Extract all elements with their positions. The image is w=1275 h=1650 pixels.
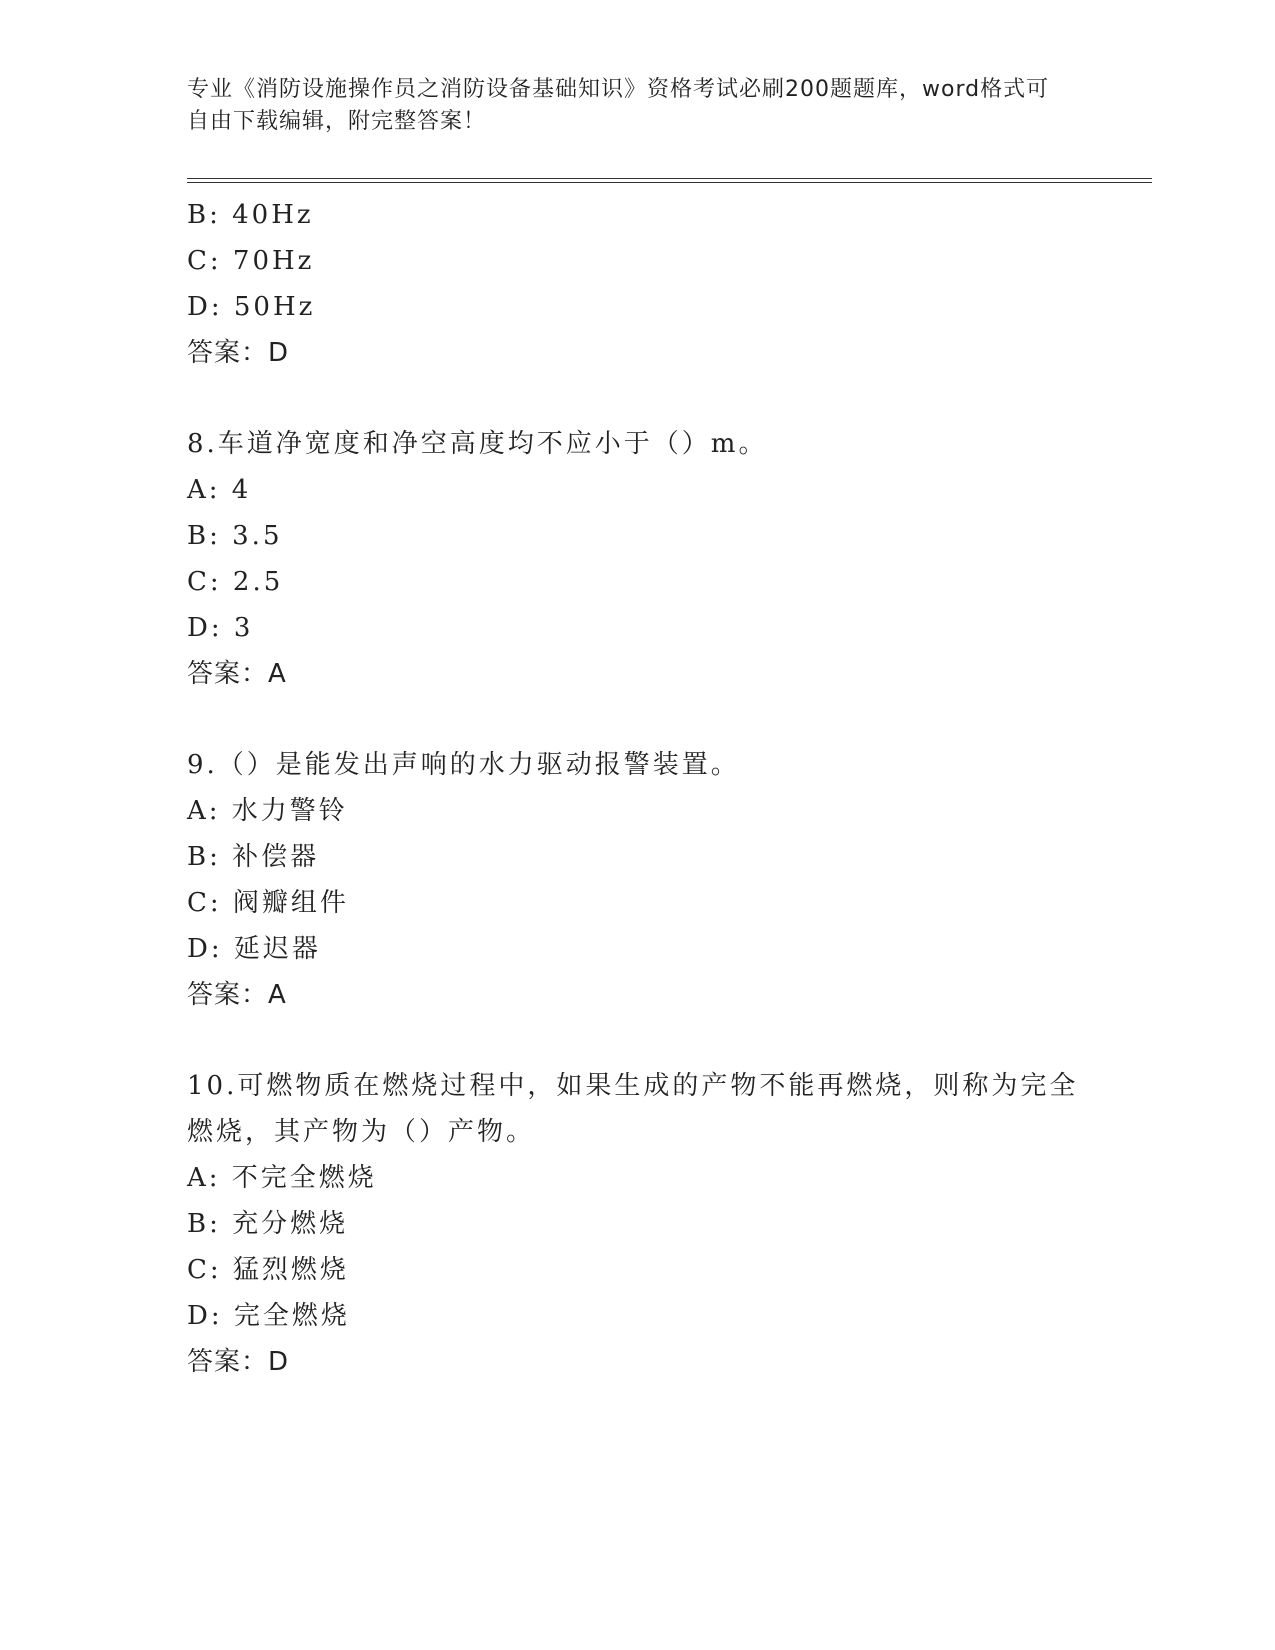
option-c: C: 2.5 [187,567,284,597]
option-a: A: 不完全燃烧 [187,1163,377,1193]
question-spacer [187,697,1087,742]
option-d: D: 完全燃烧 [187,1301,350,1331]
question-text: 8.车道净宽度和净空高度均不应小于（）m。 [187,429,768,459]
answer-line: 答案：A [187,980,287,1010]
option-c: C: 70Hz [187,246,315,276]
question-block-10 [187,1063,1087,1385]
document-header: 专业《消防设施操作员之消防设备基础知识》资格考试必刷200题题库，word格式可自由下载编辑，附完整答案！ [187,77,1050,134]
question-spacer [187,376,1087,421]
option-b: B: 3.5 [187,521,283,551]
option-b: B: 充分燃烧 [187,1209,349,1239]
answer-line: 答案：D [187,1347,290,1377]
question-text: 10.可燃物质在燃烧过程中，如果生成的产物不能再燃烧，则称为完全燃烧，其产物为（）产物。 [187,1071,1079,1147]
option-c: C: 猛烈燃烧 [187,1255,349,1285]
option-d: D: 延迟器 [187,934,321,964]
option-a: A: 水力警铃 [187,796,348,826]
option-d: D: 3 [187,613,254,643]
answer-line: 答案：D [187,338,290,368]
question-block-continued [187,192,1087,376]
answer-line: 答案：A [187,659,287,689]
question-text: 9.（）是能发出声响的水力驱动报警装置。 [187,750,740,780]
option-b: B: 40Hz [187,200,314,230]
question-block-8 [187,421,1087,697]
option-a: A: 4 [187,475,252,505]
header-divider-top [187,178,1152,179]
option-c: C: 阀瓣组件 [187,888,349,918]
header-divider-bottom [187,182,1152,183]
question-block-9 [187,742,1087,1018]
question-spacer [187,1018,1087,1063]
question-list [187,192,1087,1385]
option-b: B: 补偿器 [187,842,320,872]
option-d: D: 50Hz [187,292,316,322]
